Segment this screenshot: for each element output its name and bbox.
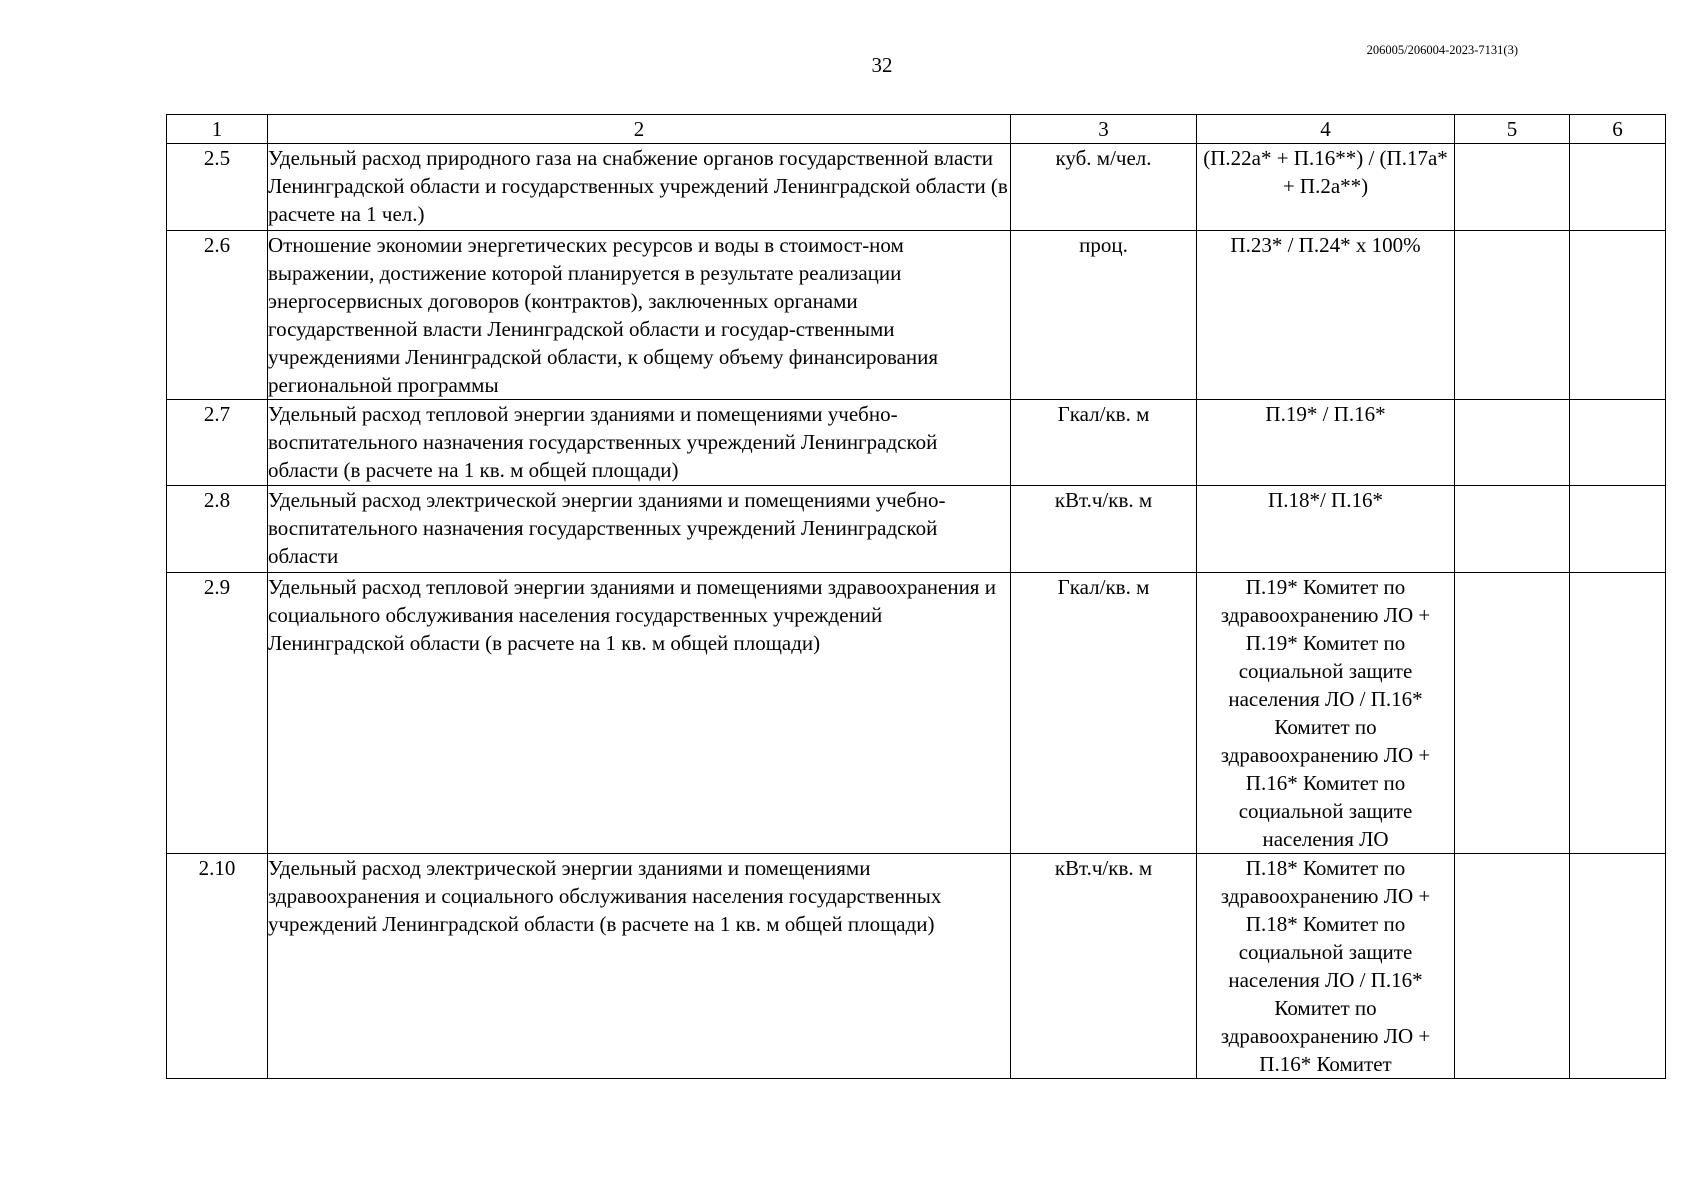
indicator-name: Удельный расход электрической энергии зданиями и помещениями здравоохранения и социального обслуживания населения государственных учреждений Ленинградской области (в расчете на 1 кв. м общей площади) <box>268 854 1011 1079</box>
column-6-cell <box>1570 486 1666 573</box>
row-number: 2.8 <box>167 486 268 573</box>
page-number: 32 <box>871 53 893 77</box>
indicator-name: Удельный расход тепловой энергии зданиями и помещениями учебно-воспитательного назначения государственных учреждений Ленинградской области (в расчете на 1 кв. м общей площади) <box>268 400 1011 486</box>
column-header-3: 3 <box>1011 115 1197 144</box>
column-5-cell <box>1455 400 1570 486</box>
table-row <box>167 144 1666 231</box>
column-6-cell <box>1570 144 1666 231</box>
document-code: 206005/206004-2023-7131(3) <box>1366 43 1518 57</box>
indicator-name: Удельный расход электрической энергии зданиями и помещениями учебно-воспитательного назначения государственных учреждений Ленинградской области <box>268 486 1011 573</box>
unit-of-measure: кВт.ч/кв. м <box>1011 854 1197 1079</box>
unit-of-measure: Гкал/кв. м <box>1011 573 1197 854</box>
row-number: 2.5 <box>167 144 268 231</box>
table-header-row <box>167 115 1666 144</box>
calculation-formula: П.18*/ П.16* <box>1197 486 1455 573</box>
column-5-cell <box>1455 144 1570 231</box>
indicator-name: Удельный расход тепловой энергии зданиями и помещениями здравоохранения и социального обслуживания населения государственных учреждений Ленинградской области (в расчете на 1 кв. м общей площади) <box>268 573 1011 854</box>
indicator-name: Удельный расход природного газа на снабжение органов государственной власти Ленинградской области и государственных учреждений Ленинградской области (в расчете на 1 чел.) <box>268 144 1011 231</box>
table-row <box>167 486 1666 573</box>
calculation-formula: (П.22а* + П.16**) / (П.17а* + П.2а**) <box>1197 144 1455 231</box>
row-number: 2.10 <box>167 854 268 1079</box>
column-header-5: 5 <box>1455 115 1570 144</box>
column-header-1: 1 <box>167 115 268 144</box>
column-header-4: 4 <box>1197 115 1455 144</box>
column-5-cell <box>1455 854 1570 1079</box>
row-number: 2.9 <box>167 573 268 854</box>
table-row <box>167 400 1666 486</box>
column-5-cell <box>1455 486 1570 573</box>
indicator-name: Отношение экономии энергетических ресурсов и воды в стоимост-ном выражении, достижение которой планируется в результате реализации энергосервисных договоров (контрактов), заключенных органами государственной власти Ленинградской области и государ-ственными учреждениями Ленинградской области, к общему объему финансирования региональной программы <box>268 231 1011 400</box>
calculation-formula: П.19* / П.16* <box>1197 400 1455 486</box>
unit-of-measure: проц. <box>1011 231 1197 400</box>
unit-of-measure: куб. м/чел. <box>1011 144 1197 231</box>
unit-of-measure: кВт.ч/кв. м <box>1011 486 1197 573</box>
column-6-cell <box>1570 400 1666 486</box>
unit-of-measure: Гкал/кв. м <box>1011 400 1197 486</box>
column-6-cell <box>1570 573 1666 854</box>
column-header-2: 2 <box>268 115 1011 144</box>
calculation-formula: П.23* / П.24* х 100% <box>1197 231 1455 400</box>
row-number: 2.7 <box>167 400 268 486</box>
column-5-cell <box>1455 231 1570 400</box>
table-row <box>167 573 1666 854</box>
column-6-cell <box>1570 231 1666 400</box>
column-6-cell <box>1570 854 1666 1079</box>
column-5-cell <box>1455 573 1570 854</box>
column-header-6: 6 <box>1570 115 1666 144</box>
table-row <box>167 854 1666 1079</box>
row-number: 2.6 <box>167 231 268 400</box>
calculation-formula: П.19* Комитет по здравоохранению ЛО + П.19* Комитет по социальной защите населения ЛО / П.16* Комитет по здравоохранению ЛО + П.16* Комитет по социальной защите населения ЛО <box>1197 573 1455 854</box>
calculation-formula: П.18* Комитет по здравоохранению ЛО + П.18* Комитет по социальной защите населения ЛО / П.16* Комитет по здравоохранению ЛО + П.16* Комитет <box>1197 854 1455 1079</box>
indicators-table <box>166 114 1666 1079</box>
table-row <box>167 231 1666 400</box>
